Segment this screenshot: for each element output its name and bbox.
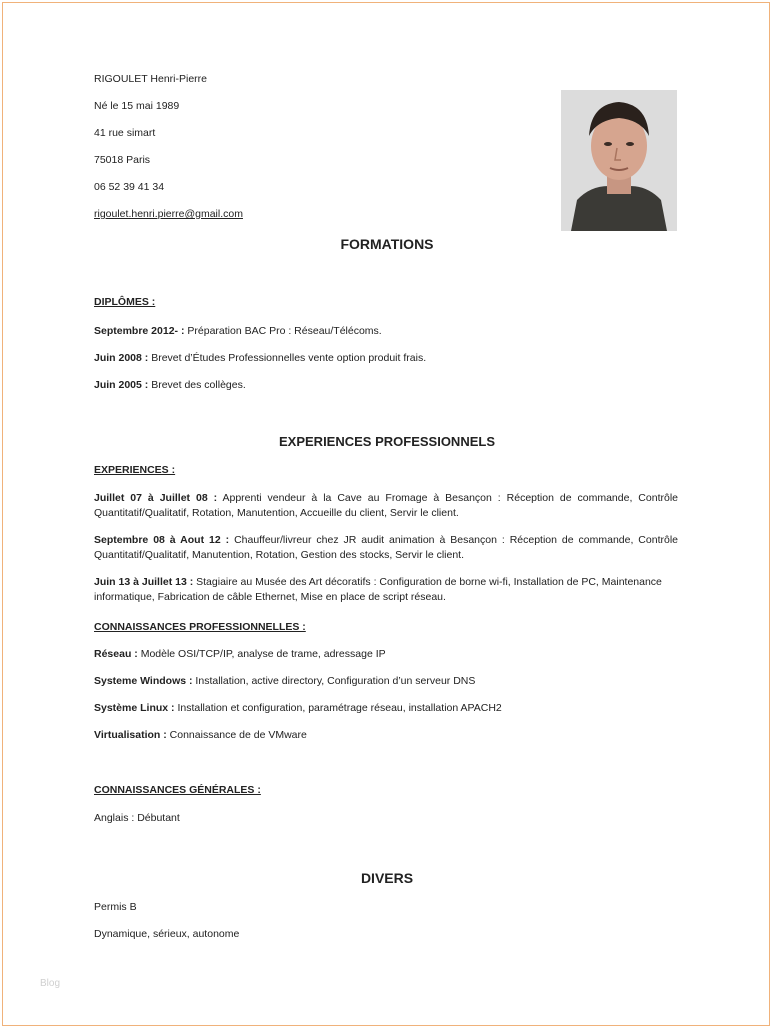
- skill-key: Réseau :: [94, 648, 138, 660]
- section-title-formations: FORMATIONS: [340, 236, 434, 252]
- experiences-label: EXPERIENCES :: [94, 464, 176, 476]
- diplomes-label: DIPLÔMES :: [94, 296, 156, 308]
- experience-date: Septembre 08 à Aout 12 :: [94, 534, 230, 546]
- address-street: 41 rue simart: [94, 127, 156, 139]
- skill-text: Modèle OSI/TCP/IP, analyse de trame, adressage IP: [137, 648, 386, 660]
- section-title-divers: DIVERS: [360, 870, 414, 886]
- experience-text: Chauffeur/livreur chez JR audit animation à Besançon : Réception de commande, Contrôle Quantitatif/Qualitatif, Manutention, Rotation, Gestion des stocks, Servir le client.: [94, 534, 678, 561]
- address-city: 75018 Paris: [94, 154, 151, 166]
- driving-license: Permis B: [94, 901, 137, 913]
- experience-item: [94, 533, 678, 563]
- diploma-text: Brevet des collèges.: [148, 379, 246, 391]
- experience-item: [94, 491, 678, 521]
- diploma-text: Préparation BAC Pro : Réseau/Télécoms.: [184, 325, 382, 337]
- skill-item: [94, 647, 386, 661]
- diploma-item: [94, 351, 426, 365]
- skill-key: Système Linux :: [94, 702, 175, 714]
- skill-text: Installation et configuration, paramétrage réseau, installation APACH2: [174, 702, 502, 714]
- watermark: Blog: [40, 978, 61, 989]
- skill-item: [94, 701, 502, 715]
- experience-item: [94, 575, 678, 605]
- skill-key: Virtualisation :: [94, 729, 167, 741]
- skill-key: Systeme Windows :: [94, 675, 193, 687]
- phone-number: 06 52 39 41 34: [94, 181, 165, 193]
- section-title-experiences: EXPERIENCES PROFESSIONNELS: [279, 434, 495, 449]
- experience-text: Apprenti vendeur à la Cave au Fromage à Besançon : Réception de commande, Contrôle Quantitatif/Qualitatif, Rotation, Manutention, Accueille du client, Servir le client.: [94, 492, 678, 519]
- personal-qualities: Dynamique, sérieux, autonome: [94, 928, 240, 940]
- skill-text: Connaissance de de VMware: [166, 729, 307, 741]
- diploma-date: Septembre 2012- :: [94, 325, 185, 337]
- skills-general-label: CONNAISSANCES GÉNÉRALES :: [94, 784, 261, 796]
- skill-item: [94, 674, 475, 688]
- diploma-date: Juin 2008 :: [94, 352, 149, 364]
- diploma-item: [94, 324, 382, 338]
- candidate-name: RIGOULET Henri-Pierre: [94, 73, 207, 85]
- skill-item: [94, 728, 307, 742]
- skill-text: Installation, active directory, Configuration d’un serveur DNS: [192, 675, 476, 687]
- email-link[interactable]: rigoulet.henri.pierre@gmail.com: [94, 208, 243, 220]
- birth-date: Né le 15 mai 1989: [94, 100, 180, 112]
- profile-photo: [561, 90, 677, 231]
- experience-date: Juillet 07 à Juillet 08 :: [94, 492, 218, 504]
- experience-text: Stagiaire au Musée des Art décoratifs : Configuration de borne wi-fi, Installation de PC, Maintenance informatique, Fabrication de câble Ethernet, Mise en place de script réseau.: [94, 576, 662, 603]
- diploma-item: [94, 378, 246, 392]
- experience-date: Juin 13 à Juillet 13 :: [94, 576, 194, 588]
- diploma-date: Juin 2005 :: [94, 379, 149, 391]
- language-skill: Anglais : Débutant: [94, 812, 180, 824]
- skills-pro-label: CONNAISSANCES PROFESSIONNELLES :: [94, 621, 306, 633]
- diploma-text: Brevet d’Études Professionnelles vente option produit frais.: [148, 352, 427, 364]
